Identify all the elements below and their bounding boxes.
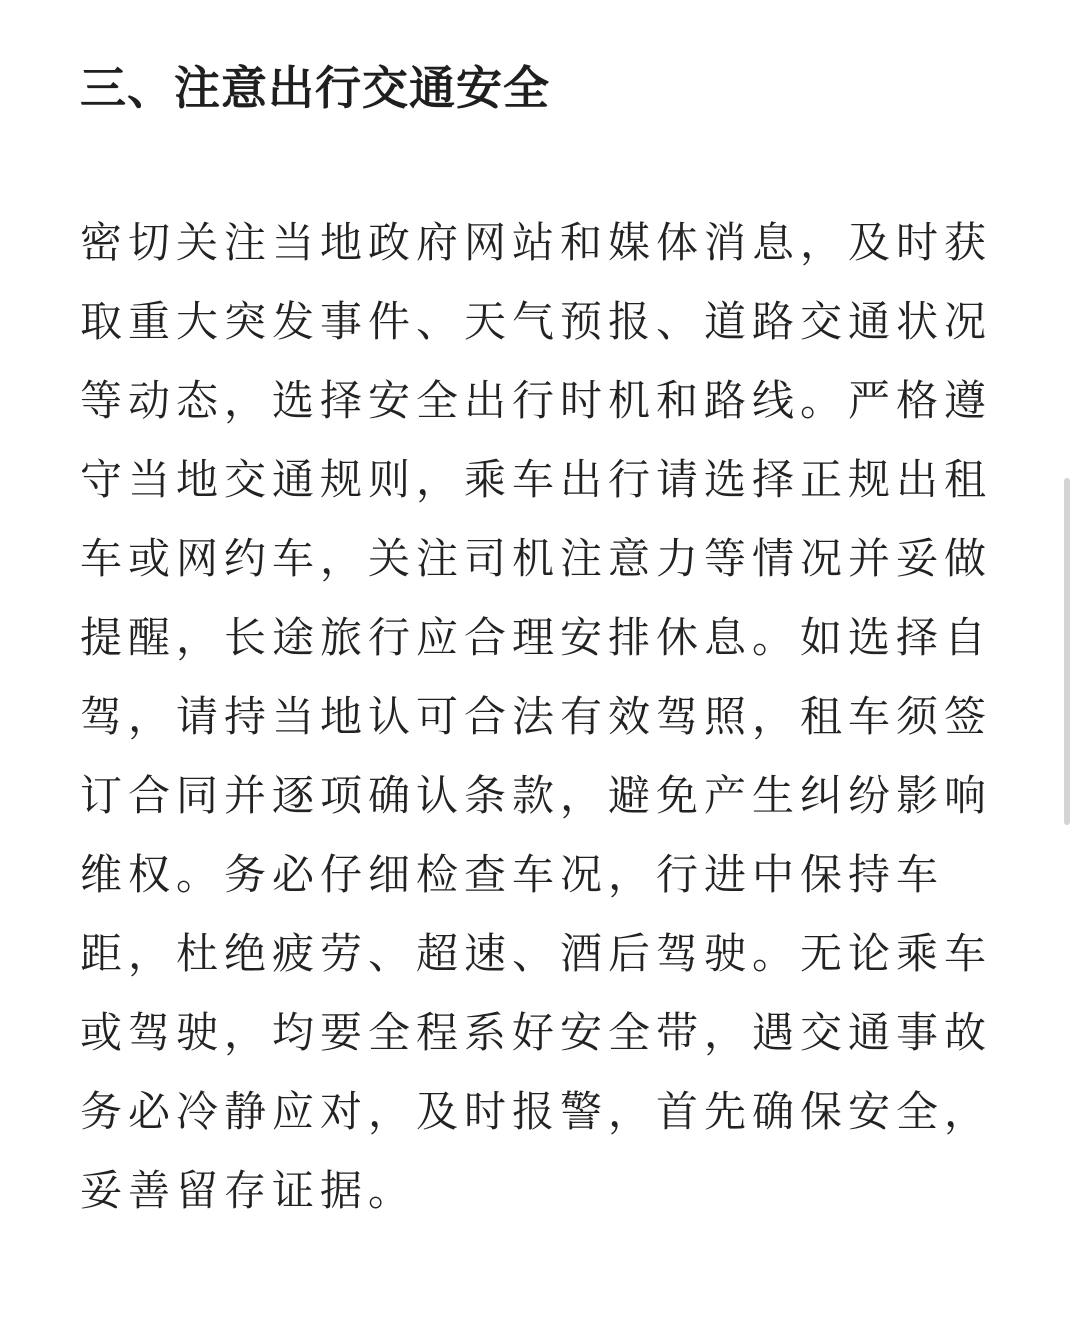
section-heading: 三、注意出行交通安全	[80, 61, 550, 115]
paragraph-line: 妥善留存证据。	[80, 1166, 417, 1215]
vertical-scrollbar[interactable]	[1064, 478, 1070, 825]
paragraph-line: 等动态，选择安全出行时机和路线。严格遵	[80, 376, 993, 425]
paragraph-line: 订合同并逐项确认条款，避免产生纠纷影响	[80, 771, 993, 820]
paragraph-line: 维权。务必仔细检查车况，行进中保持车	[80, 850, 945, 899]
paragraph-line: 驾，请持当地认可合法有效驾照，租车须签	[80, 692, 993, 741]
paragraph-line: 提醒，长途旅行应合理安排休息。如选择自	[80, 613, 993, 662]
paragraph-line: 车或网约车，关注司机注意力等情况并妥做	[80, 534, 993, 583]
paragraph-line: 守当地交通规则，乘车出行请选择正规出租	[80, 455, 993, 504]
paragraph-line: 务必冷静应对，及时报警，首先确保安全，	[80, 1087, 993, 1136]
paragraph-line: 密切关注当地政府网站和媒体消息，及时获	[80, 218, 993, 267]
body-paragraph	[80, 203, 1004, 1230]
paragraph-line: 或驾驶，均要全程系好安全带，遇交通事故	[80, 1008, 993, 1057]
paragraph-line: 距，杜绝疲劳、超速、酒后驾驶。无论乘车	[80, 929, 993, 978]
paragraph-line: 取重大突发事件、天气预报、道路交通状况	[80, 297, 993, 346]
